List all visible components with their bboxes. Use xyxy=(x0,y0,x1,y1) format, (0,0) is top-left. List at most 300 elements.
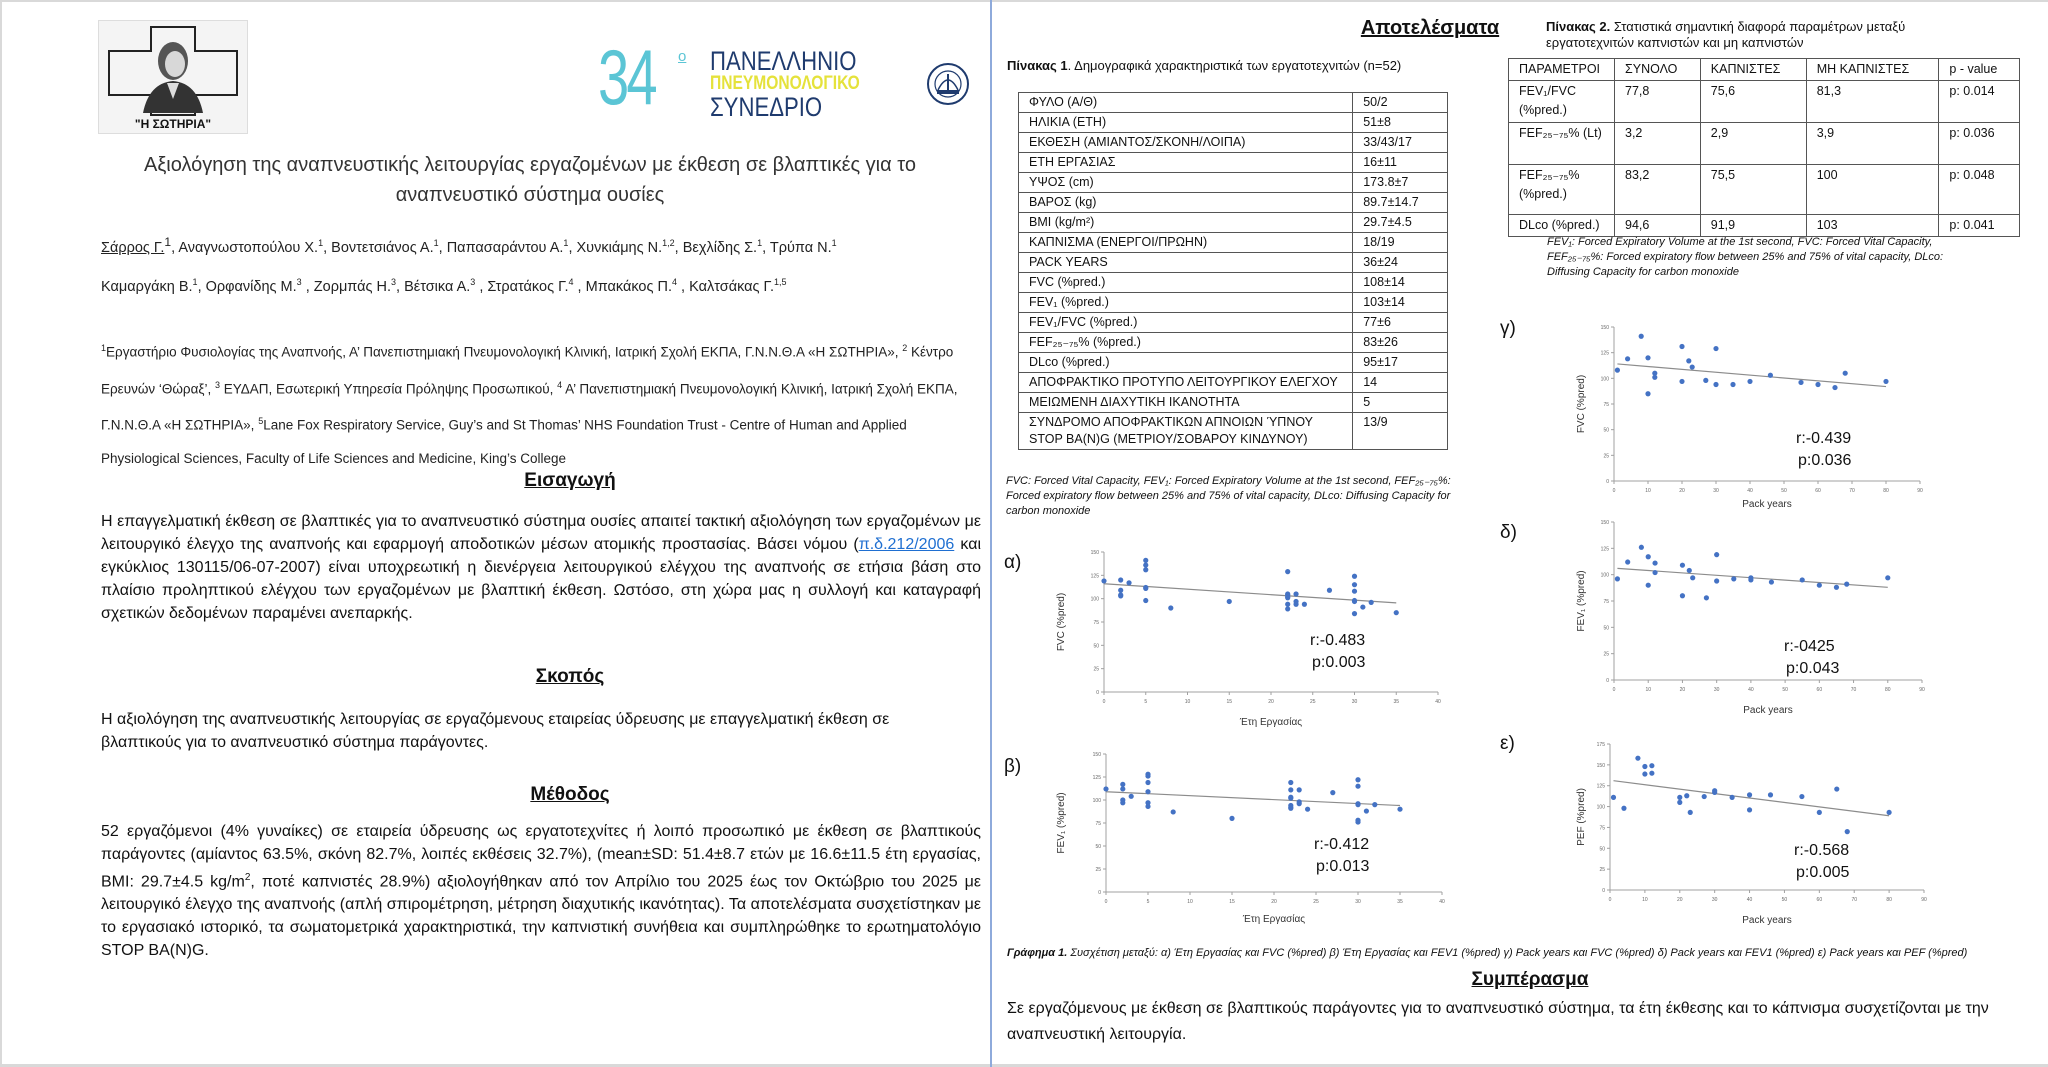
table1-label: FEF₂₅₋₇₅% (%pred.) xyxy=(1019,333,1353,353)
x-tick-label: 15 xyxy=(1229,899,1235,905)
data-point xyxy=(1621,806,1626,811)
author-name: , Βοντετσιάνος Α. xyxy=(323,239,434,256)
x-tick-label: 10 xyxy=(1645,687,1652,693)
x-tick-label: 40 xyxy=(1435,699,1441,705)
author-sup: 4 xyxy=(672,276,678,287)
table1-value: 33/43/17 xyxy=(1353,133,1448,153)
data-point xyxy=(1143,567,1148,572)
data-point xyxy=(1355,777,1360,782)
y-tick-label: 100 xyxy=(1600,572,1609,579)
data-point xyxy=(1126,580,1131,585)
y-tick-label: 75 xyxy=(1093,620,1099,626)
data-point xyxy=(1118,577,1123,582)
table1-value: 95±17 xyxy=(1353,353,1448,373)
data-point xyxy=(1679,379,1684,384)
y-tick-label: 100 xyxy=(1596,804,1605,811)
data-point xyxy=(1145,780,1150,785)
table1-row xyxy=(1019,133,1448,153)
table1-label: FEV₁ (%pred.) xyxy=(1019,293,1353,313)
data-point xyxy=(1731,576,1736,581)
data-point xyxy=(1288,796,1293,801)
affiliation-text: Κέντρο Ερευνών ‘Θώραξ’, xyxy=(101,344,954,396)
table1-label: DLco (%pred.) xyxy=(1019,353,1353,373)
data-point xyxy=(1285,595,1290,600)
author-sup: 1 xyxy=(164,235,172,249)
data-point xyxy=(1120,782,1125,787)
data-point xyxy=(1800,577,1805,582)
correlation-p: p:0.013 xyxy=(1316,858,1370,875)
congress-line2: ΠΝΕΥΜΟΝΟΛΟΓΙΚΟ xyxy=(710,73,860,94)
correlation-r: r:-0.483 xyxy=(1310,632,1366,649)
data-point xyxy=(1642,764,1647,769)
data-point xyxy=(1649,771,1654,776)
x-tick-label: 70 xyxy=(1851,897,1858,903)
data-point xyxy=(1288,780,1293,785)
data-point xyxy=(1817,810,1822,815)
data-point xyxy=(1817,583,1822,588)
data-point xyxy=(1103,786,1108,791)
data-point xyxy=(1285,569,1290,574)
chart-epsilon-label: ε) xyxy=(1500,733,1515,754)
y-axis-label: FEV₁ (%pred) xyxy=(1056,792,1067,854)
table1-row xyxy=(1019,213,1448,233)
table1-label: ΣΥΝΔΡΟΜΟ ΑΠΟΦΡΑΚΤΙΚΩΝ ΑΠΝΟΙΩΝ ΎΠΝΟΥ STOP BA(N)G (ΜΕΤΡΙΟΥ/ΣΟΒΑΡΟΥ ΚΙΝΔΥΝΟΥ) xyxy=(1019,413,1353,450)
data-point xyxy=(1372,802,1377,807)
data-point xyxy=(1143,586,1148,591)
x-tick-label: 60 xyxy=(1815,488,1821,494)
table1-label: ΜΕΙΩΜΕΝΗ ΔΙΑΧΥΤΙΚΗ ΙΚΑΝΟΤΗΤΑ xyxy=(1019,393,1353,413)
table1-row xyxy=(1019,413,1448,450)
y-axis-label: FEV₁ (%pred) xyxy=(1576,570,1587,632)
table2-cell: p: 0.036 xyxy=(1939,123,2020,165)
data-point xyxy=(1680,593,1685,598)
data-point xyxy=(1143,558,1148,563)
table2-cell: 3,9 xyxy=(1806,123,1939,165)
table1-value: 13/9 xyxy=(1353,413,1448,450)
data-point xyxy=(1302,602,1307,607)
x-tick-label: 30 xyxy=(1713,488,1719,494)
table1-label: ΕΚΘΕΣΗ (ΑΜΙΑΝΤΟΣ/ΣΚΟΝΗ/ΛΟΙΠΑ) xyxy=(1019,133,1353,153)
table1-value: 108±14 xyxy=(1353,273,1448,293)
data-point xyxy=(1352,589,1357,594)
data-point xyxy=(1288,806,1293,811)
data-point xyxy=(1352,599,1357,604)
table2-cell: 103 xyxy=(1806,215,1939,237)
table2-row xyxy=(1509,81,2020,123)
data-point xyxy=(1120,800,1125,805)
table1-row xyxy=(1019,193,1448,213)
methods-sup: 2 xyxy=(244,872,251,883)
x-tick-label: 25 xyxy=(1313,899,1319,905)
data-point xyxy=(1769,579,1774,584)
table1-value: 83±26 xyxy=(1353,333,1448,353)
data-point xyxy=(1714,552,1719,557)
table2-cell: p: 0.014 xyxy=(1939,81,2020,123)
table1-row xyxy=(1019,273,1448,293)
table1-row xyxy=(1019,173,1448,193)
table2-cell: p: 0.048 xyxy=(1939,165,2020,215)
author-sup: 1,5 xyxy=(773,276,787,287)
y-tick-label: 50 xyxy=(1095,844,1101,850)
chart-alpha xyxy=(1040,540,1460,740)
author-sup: 1 xyxy=(192,276,198,287)
table1-row xyxy=(1019,393,1448,413)
table2-row xyxy=(1509,165,2020,215)
data-point xyxy=(1768,792,1773,797)
intro-text xyxy=(101,510,981,625)
author-name: , Χυνκιάμης Ν. xyxy=(568,239,663,256)
table2-cell: 75,5 xyxy=(1700,165,1806,215)
table2-note: FEV₁: Forced Expiratory Volume at the 1st second, FVC: Forced Vital Capacity, FEF₂₅₋₇₅%: Forced expiratory flow between 25% and 75% of vital capacity, DLco: Diffusing Capacity for carbon monoxide xyxy=(1547,236,1944,278)
affiliation-text: Εργαστήριο Φυσιολογίας της Αναπνοής, Α’ Πανεπιστημιακή Πνευμονολογική Κλινική, Ιατρική Σχολή ΕΚΠΑ, Γ.Ν.Ν.Θ.Α «Η ΣΩΤΗΡΙΑ», xyxy=(106,344,903,360)
table2-row xyxy=(1509,123,2020,165)
table1-caption xyxy=(1007,58,1401,73)
table1-value: 50/2 xyxy=(1353,93,1448,113)
table1-row xyxy=(1019,353,1448,373)
data-point xyxy=(1288,787,1293,792)
data-point xyxy=(1713,346,1718,351)
x-tick-label: 35 xyxy=(1393,699,1400,705)
page-border-top xyxy=(0,0,2048,2)
data-point xyxy=(1297,787,1302,792)
table2-header: ΠΑΡΑΜΕΤΡΟΙ xyxy=(1509,59,1615,81)
table1-note: FVC: Forced Vital Capacity, FEV₁: Forced Expiratory Volume at the 1st second, FEF₂₅₋₇₅%: Forced expiratory flow between 25% and 75% of vital capacity, DLco: Diffusing Capacity for carbon monoxide xyxy=(1006,475,1451,517)
affiliation-text: Lane Fox Respiratory Service, Guy’s and St Thomas’ NHS Foundation Trust - Centre of Human and Applied Physiological Sciences, Faculty of Life Sciences and Medicine, King’s College xyxy=(101,417,907,466)
data-point xyxy=(1677,800,1682,805)
x-tick-label: 35 xyxy=(1397,899,1403,905)
table1-value: 51±8 xyxy=(1353,113,1448,133)
table1-row xyxy=(1019,373,1448,393)
data-point xyxy=(1120,786,1125,791)
correlation-p: p:0.005 xyxy=(1796,864,1850,881)
y-tick-label: 25 xyxy=(1093,666,1099,673)
chart-gamma xyxy=(1560,315,1940,515)
y-axis-label: FVC (%pred) xyxy=(1576,374,1587,434)
x-tick-label: 80 xyxy=(1886,897,1892,903)
data-point xyxy=(1168,605,1173,610)
table2-caption-bold: Πίνακας 2. xyxy=(1546,19,1611,34)
x-tick-label: 40 xyxy=(1746,897,1753,903)
table1-label: ΦΥΛΟ (Α/Θ) xyxy=(1019,93,1353,113)
data-point xyxy=(1649,763,1654,768)
y-tick-label: 125 xyxy=(1600,546,1609,553)
data-point xyxy=(1293,591,1298,596)
congress-ordinal: ο xyxy=(678,48,687,65)
data-point xyxy=(1714,578,1719,583)
table2-cell: 77,8 xyxy=(1615,81,1701,123)
intro-text-part1: Η επαγγελματική έκθεση σε βλαπτικές για το αναπνευστικό σύστημα ουσίες απαιτεί τακτική αξιολόγηση των εργαζομένων με λειτουργικό έλεγχο της αναπνοής και εφαρμογή αποδοτικών μέσων ατομικής προστασίας. Βάσει νόμου ( xyxy=(101,513,981,553)
table2-cell: 91,9 xyxy=(1700,215,1806,237)
data-point xyxy=(1652,375,1657,380)
intro-heading: Εισαγωγή xyxy=(524,470,616,491)
results-heading: Αποτελέσματα xyxy=(1360,17,1500,39)
author-name: Καμαργάκη Β. xyxy=(101,278,193,295)
data-point xyxy=(1883,379,1888,384)
table1-label: ΚΑΠΝΙΣΜΑ (ΕΝΕΡΓΟΙ/ΠΡΩΗΝ) xyxy=(1019,233,1353,253)
data-point xyxy=(1679,344,1684,349)
x-tick-label: 20 xyxy=(1271,899,1277,905)
author-name: , Βέτσικα Α. xyxy=(396,278,471,295)
x-axis-label: Έτη Εργασίας xyxy=(1242,914,1306,925)
y-tick-label: 150 xyxy=(1600,325,1609,331)
y-tick-label: 125 xyxy=(1596,783,1605,790)
table1-value: 103±14 xyxy=(1353,293,1448,313)
author-name: , Τρύπα Ν. xyxy=(762,239,832,256)
x-tick-label: 20 xyxy=(1268,699,1274,705)
table2-cell: FEF₂₅₋₇₅% (%pred.) xyxy=(1509,165,1615,215)
table2-cell: 100 xyxy=(1806,165,1939,215)
x-tick-label: 0 xyxy=(1102,699,1106,705)
data-point xyxy=(1684,793,1689,798)
data-point xyxy=(1887,810,1892,815)
author-sup: 1 xyxy=(831,238,837,248)
x-tick-label: 0 xyxy=(1104,899,1108,905)
chart-beta-label: β) xyxy=(1004,756,1022,777)
table1-value: 14 xyxy=(1353,373,1448,393)
table1-label: FEV₁/FVC (%pred.) xyxy=(1019,313,1353,333)
correlation-p: p:0.036 xyxy=(1798,452,1852,469)
chart-delta xyxy=(1560,515,1940,720)
table1-value: 173.8±7 xyxy=(1353,173,1448,193)
data-point xyxy=(1687,568,1692,573)
x-tick-label: 0 xyxy=(1612,488,1616,494)
table1-row xyxy=(1019,293,1448,313)
table2-smokers xyxy=(1508,58,2020,237)
data-point xyxy=(1798,380,1803,385)
data-point xyxy=(1652,560,1657,565)
affiliations xyxy=(101,332,981,475)
table1-row xyxy=(1019,333,1448,353)
authors-line-2 xyxy=(101,265,981,304)
data-point xyxy=(1652,570,1657,575)
table1-caption-bold: Πίνακας 1 xyxy=(1007,58,1068,73)
y-tick-label: 75 xyxy=(1603,402,1609,408)
y-tick-label: 150 xyxy=(1092,752,1101,758)
x-tick-label: 60 xyxy=(1816,897,1823,903)
data-point xyxy=(1730,795,1735,800)
y-tick-label: 25 xyxy=(1599,867,1605,874)
x-tick-label: 70 xyxy=(1850,687,1857,693)
data-point xyxy=(1834,786,1839,791)
table1-value: 5 xyxy=(1353,393,1448,413)
x-tick-label: 10 xyxy=(1187,899,1193,905)
data-point xyxy=(1171,809,1176,814)
authors xyxy=(101,225,981,304)
presenting-author: Σάρρος Γ. xyxy=(101,239,165,256)
chart-beta xyxy=(1040,744,1460,940)
data-point xyxy=(1815,382,1820,387)
data-point xyxy=(1369,600,1374,605)
figure-caption-text: Συσχέτιση μεταξύ: α) Έτη Εργασίας και FVC (%pred) β) Έτη Εργασίας και FEV1 (%pred) γ) Pack years και FVC (%pred) δ) Pack years και FEV1 (%pred) ε) Pack years και PEF (%pred) xyxy=(1067,947,1968,959)
data-point xyxy=(1355,802,1360,807)
figure-caption-bold: Γράφημα 1. xyxy=(1007,947,1068,959)
data-point xyxy=(1615,368,1620,373)
data-point xyxy=(1625,559,1630,564)
x-axis-label: Pack years xyxy=(1742,499,1792,510)
y-tick-label: 0 xyxy=(1606,479,1609,485)
y-tick-label: 100 xyxy=(1090,596,1099,603)
author-name: , Μπακάκος Π. xyxy=(573,278,672,295)
data-point xyxy=(1293,602,1298,607)
x-tick-label: 20 xyxy=(1676,897,1683,903)
table1-label: ΗΛΙΚΙΑ (ΕΤΗ) xyxy=(1019,113,1353,133)
data-point xyxy=(1625,356,1630,361)
law-link[interactable]: π.δ.212/2006 xyxy=(858,536,955,553)
sotiria-caption: "Η ΣΩΤΗΡΙΑ" xyxy=(134,117,212,131)
table1-value: 89.7±14.7 xyxy=(1353,193,1448,213)
data-point xyxy=(1327,588,1332,593)
correlation-r: r:-0.439 xyxy=(1796,430,1852,447)
chart-delta-label: δ) xyxy=(1500,522,1517,543)
y-tick-label: 75 xyxy=(1095,821,1101,827)
y-tick-label: 50 xyxy=(1093,643,1099,650)
x-tick-label: 5 xyxy=(1146,899,1150,905)
table2-cell: 75,6 xyxy=(1700,81,1806,123)
y-tick-label: 0 xyxy=(1096,690,1099,696)
author-name: , Παπασαράντου Α. xyxy=(438,239,564,256)
table1-row xyxy=(1019,153,1448,173)
y-tick-label: 150 xyxy=(1596,762,1605,769)
x-tick-label: 25 xyxy=(1309,699,1316,705)
data-point xyxy=(1747,807,1752,812)
congress-line3: ΣΥΝΕΔΡΙΟ xyxy=(710,92,823,122)
y-tick-label: 100 xyxy=(1092,798,1101,804)
y-tick-label: 0 xyxy=(1606,678,1609,684)
table1-label: ΑΠΟΦΡΑΚΤΙΚΟ ΠΡΟΤΥΠΟ ΛΕΙΤΟΥΡΓΙΚΟΥ ΕΛΕΓΧΟΥ xyxy=(1019,373,1353,393)
data-point xyxy=(1703,378,1708,383)
author-sup: 4 xyxy=(568,276,574,287)
data-point xyxy=(1297,801,1302,806)
methods-text-part2: , ποτέ καπνιστές 28.9%) αξιολογήθηκαν από τον Απρίλιο του 2025 έως τον Οκτώβριο του 2025 με λειτουργικό έλεγχο της αναπνοής (απλή σπιρομέτρηση, μέτρηση διαχυτικής ικανότητας). Τα αποτελέσματα συσχετίστηκαν με το εργασιακό ιστορικό, τα σωματομετρικά χαρακτηριστικά, την καπνιστική συνήθεια και συμπληρώθηκε το ερωτηματολόγιο STOP BA(N)G. xyxy=(101,873,981,960)
author-name: , Καλτσάκας Γ. xyxy=(677,278,774,295)
data-point xyxy=(1704,595,1709,600)
y-tick-label: 0 xyxy=(1098,890,1101,896)
y-tick-label: 25 xyxy=(1095,867,1101,873)
x-tick-label: 5 xyxy=(1144,699,1148,705)
table1-value: 77±6 xyxy=(1353,313,1448,333)
correlation-r: r:-0.568 xyxy=(1794,842,1850,859)
chart-gamma-label: γ) xyxy=(1500,318,1516,339)
data-point xyxy=(1843,371,1848,376)
table1-row xyxy=(1019,253,1448,273)
table1-label: FVC (%pred.) xyxy=(1019,273,1353,293)
congress-line1: ΠΑΝΕΛΛΗΝΙΟ xyxy=(710,46,857,76)
x-tick-label: 80 xyxy=(1883,488,1889,494)
table2-header: ΜΗ ΚΑΠΝΙΣΤΕΣ xyxy=(1806,59,1939,81)
author-sup: 1 xyxy=(563,238,569,248)
data-point xyxy=(1364,808,1369,813)
column-divider xyxy=(990,0,992,1067)
conclusion-text: Σε εργαζόμενους με έκθεση σε βλαπτικούς παράγοντες για το αναπνευστικό σύστημα, τα έτη έκθεσης και το κάπνισμα συσχετίζονται με την αναπνευστική λειτουργία. xyxy=(1007,1000,1989,1043)
data-point xyxy=(1285,602,1290,607)
y-tick-label: 150 xyxy=(1090,550,1099,556)
x-tick-label: 30 xyxy=(1351,699,1358,705)
data-point xyxy=(1145,773,1150,778)
table1-label: ΕΤΗ ΕΡΓΑΣΙΑΣ xyxy=(1019,153,1353,173)
table1-value: 36±24 xyxy=(1353,253,1448,273)
x-tick-label: 30 xyxy=(1711,897,1718,903)
table1-value: 18/19 xyxy=(1353,233,1448,253)
author-name: , Ορφανίδης Μ. xyxy=(197,278,297,295)
data-point xyxy=(1646,554,1651,559)
data-point xyxy=(1885,575,1890,580)
data-point xyxy=(1101,578,1106,583)
correlation-p: p:0.043 xyxy=(1786,660,1840,677)
x-tick-label: 10 xyxy=(1645,488,1651,494)
author-sup: 3 xyxy=(470,276,476,287)
data-point xyxy=(1394,610,1399,615)
x-tick-label: 15 xyxy=(1226,699,1233,705)
intro-text-part2: και εγκύκλιος 130115/06-07-2007) είναι υποχρεωτική η διενέργεια λειτουργικού ελέγχου της αναπνοής σε ετήσια βάση στο πλαίσιο προληπτικού ελέγχου των εργαζομένων με βλαπτική έκθεση. Ωστόσο, στη χώρα μας η συλλογή και καταγραφή σχετικών δεδομένων παραμένει ανεπαρκής. xyxy=(101,536,982,622)
chart-alpha-label: α) xyxy=(1004,552,1022,573)
data-point xyxy=(1129,794,1134,799)
table2-cell: 3,2 xyxy=(1615,123,1701,165)
data-point xyxy=(1352,574,1357,579)
page-border-left xyxy=(0,0,2,1067)
methods-text-part1: 52 εργαζόμενοι (4% γυναίκες) σε εταιρεία ύδρευσης ως εργατοτεχνίτες ή λοιπό προσωπικό με έκθεση σε βλαπτικούς παράγοντες (αμίαντος 63.5%, σκόνη 82.7%, λοιπές εκθέσεις 32.7%), (mean±SD: 51.4±8.7 ετών με 16.6±11.5 έτη εργασίας, BMI: 29.7±4.5 kg/m xyxy=(101,823,981,891)
table2-header: ΣΥΝΟΛΟ xyxy=(1615,59,1701,81)
author-sup: 1,2 xyxy=(662,238,675,248)
data-point xyxy=(1285,606,1290,611)
x-tick-label: 10 xyxy=(1642,897,1648,903)
data-point xyxy=(1397,807,1402,812)
data-point xyxy=(1145,804,1150,809)
data-point xyxy=(1768,373,1773,378)
y-tick-label: 125 xyxy=(1092,775,1101,781)
data-point xyxy=(1118,588,1123,593)
methods-text xyxy=(101,820,981,962)
data-point xyxy=(1635,756,1640,761)
table1-row xyxy=(1019,113,1448,133)
y-axis-label: FVC (%pred) xyxy=(1056,592,1067,652)
affiliation-sup: 1 xyxy=(101,343,107,353)
table1-value: 16±11 xyxy=(1353,153,1448,173)
x-tick-label: 20 xyxy=(1679,488,1685,494)
x-tick-label: 90 xyxy=(1921,897,1927,903)
data-point xyxy=(1702,794,1707,799)
data-point xyxy=(1227,599,1232,604)
x-tick-label: 60 xyxy=(1816,687,1823,693)
table2-cell: p: 0.041 xyxy=(1939,215,2020,237)
author-sup: 1 xyxy=(433,238,439,248)
aim-text: Η αξιολόγηση της αναπνευστικής λειτουργίας σε εργαζόμενους εταιρείας ύδρευσης με επαγγελματική έκθεση σε βλαπτικούς για το αναπνευστικό σύστημα παράγοντες. xyxy=(101,711,890,751)
poster-title: Αξιολόγηση της αναπνευστικής λειτουργίας εργαζομένων με έκθεση σε βλαπτικές για το αναπνευστικό σύστημα ουσίες xyxy=(143,154,916,206)
y-axis-label: PEF (%pred) xyxy=(1576,788,1587,846)
affiliation-text: ΕΥΔΑΠ, Εσωτερική Υπηρεσία Πρόληψης Προσωπικού, xyxy=(219,381,558,396)
data-point xyxy=(1712,790,1717,795)
seal-icon xyxy=(926,62,970,106)
data-point xyxy=(1330,790,1335,795)
correlation-p: p:0.003 xyxy=(1312,654,1366,671)
affiliation-sup: 2 xyxy=(902,343,908,353)
y-tick-label: 0 xyxy=(1602,888,1605,894)
author-name: , Ζορμπάς Η. xyxy=(301,278,391,295)
data-point xyxy=(1677,795,1682,800)
correlation-r: r:-0.412 xyxy=(1314,836,1370,853)
data-point xyxy=(1747,792,1752,797)
data-point xyxy=(1834,585,1839,590)
data-point xyxy=(1355,819,1360,824)
table1-row xyxy=(1019,313,1448,333)
table2-cell: FEF₂₅₋₇₅% (Lt) xyxy=(1509,123,1615,165)
data-point xyxy=(1799,794,1804,799)
table1-label: PACK YEARS xyxy=(1019,253,1353,273)
sotiria-logo xyxy=(98,20,248,134)
x-tick-label: 0 xyxy=(1612,687,1616,693)
data-point xyxy=(1713,382,1718,387)
affiliation-sup: 5 xyxy=(258,416,264,426)
x-tick-label: 30 xyxy=(1355,899,1361,905)
